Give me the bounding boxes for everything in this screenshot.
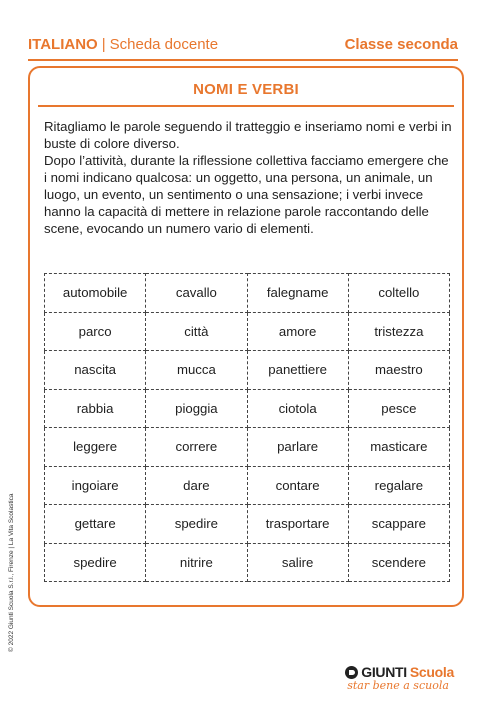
word-card: parlare [247,428,348,467]
word-card: falegname [247,274,348,313]
word-card: panettiere [247,351,348,390]
sheet-type-label: Scheda docente [109,36,219,53]
word-card: pioggia [146,389,247,428]
word-card: dare [146,466,247,505]
word-card: tristezza [348,312,449,351]
page-header [28,36,458,53]
intro-paragraph: Dopo l’attività, durante la riflessione collettiva facciamo emergere che i nomi indicano qualcosa: un oggetto, una persona, un animale, un luogo, un evento, un sentimento o una sensazione; i verbi invece hanno la capacità di mettere in relazione parole raccontando delle scene, evocando un numero vario di elementi. [44,153,449,236]
word-card: contare [247,466,348,505]
word-card: maestro [348,351,449,390]
intro-paragraph: Ritagliamo le parole seguendo il tratteggio e inseriamo nomi e verbi in buste di colore diverso. [44,119,452,151]
giunti-logo-icon [345,666,358,679]
word-row [45,428,450,467]
word-row [45,312,450,351]
word-card: correre [146,428,247,467]
word-card: coltello [348,274,449,313]
word-card: gettare [45,505,146,544]
word-card: ingoiare [45,466,146,505]
word-row [45,543,450,582]
word-card: parco [45,312,146,351]
word-card: spedire [45,543,146,582]
card-title: NOMI E VERBI [193,81,299,98]
word-card: scendere [348,543,449,582]
publisher-logo [345,664,454,692]
title-rule [38,105,454,107]
copyright-notice: © 2022 Giunti Scuola S.r.l., Firenze | La Vita Scolastica [8,493,15,652]
word-row [45,351,450,390]
header-separator: | [101,36,106,53]
word-card: pesce [348,389,449,428]
word-grid [44,273,450,582]
exercise-card [28,66,464,607]
word-card: automobile [45,274,146,313]
word-card: cavallo [146,274,247,313]
word-card: scappare [348,505,449,544]
word-row [45,466,450,505]
word-row [45,389,450,428]
header-left [28,36,218,53]
word-card: città [146,312,247,351]
logo-brand: GIUNTI [361,664,407,680]
word-card: rabbia [45,389,146,428]
word-card: masticare [348,428,449,467]
word-card: regalare [348,466,449,505]
word-card: leggere [45,428,146,467]
word-row [45,274,450,313]
word-card: salire [247,543,348,582]
word-card: ciotola [247,389,348,428]
word-card: spedire [146,505,247,544]
word-card: nascita [45,351,146,390]
intro-text [44,118,452,237]
word-card: nitrire [146,543,247,582]
grade-label: Classe seconda [344,36,458,53]
word-card: amore [247,312,348,351]
word-card: trasportare [247,505,348,544]
word-card: mucca [146,351,247,390]
subject-label: ITALIANO [28,36,98,53]
logo-brand-accent: Scuola [409,664,454,680]
logo-tagline: star bene a scuola [347,679,449,692]
word-row [45,505,450,544]
header-rule [28,59,458,61]
